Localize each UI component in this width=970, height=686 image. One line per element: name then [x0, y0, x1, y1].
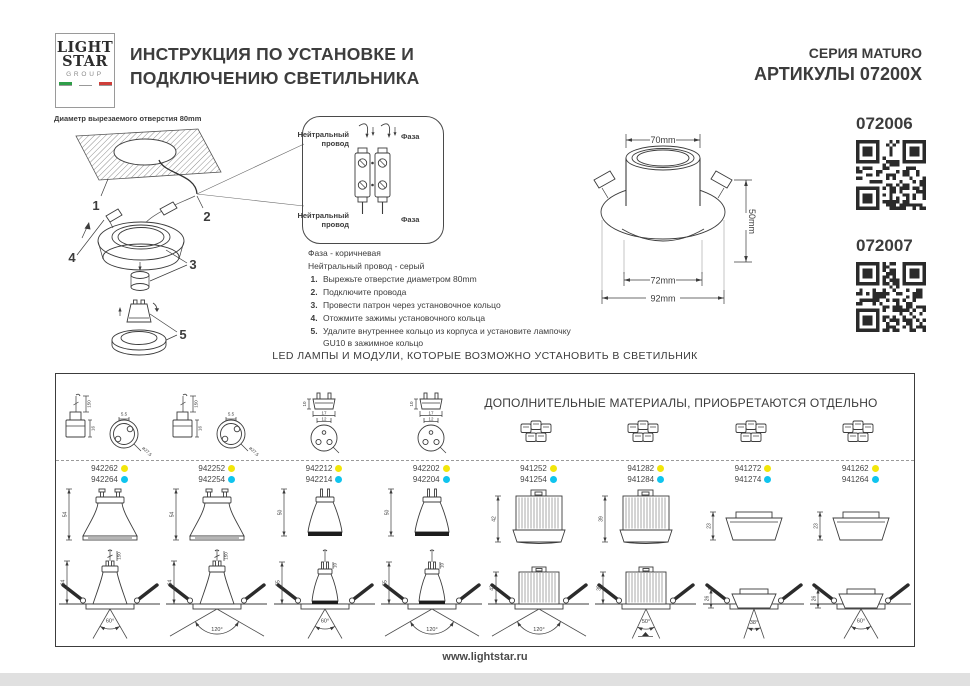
hole-diameter-label: Диаметр вырезаемого отверстия 80mm: [54, 114, 202, 123]
lamp-profile-drawing: [56, 486, 163, 548]
dim-outer: 92mm: [650, 293, 676, 304]
wiring-diagram: [297, 117, 443, 243]
article-code-blue: 941274: [734, 475, 762, 484]
installed-view-drawing: [378, 548, 485, 641]
svg-text:ø27.5: ø27.5: [248, 445, 261, 458]
lamp-profile-drawing: [592, 486, 699, 548]
logo-word-light: LIGHT: [56, 39, 114, 56]
wire-connector-icon: [592, 390, 699, 456]
instruction-step: 1. Вырежьте отверстие диаметром 80mm: [320, 274, 578, 286]
svg-text:12: 12: [428, 416, 434, 422]
article-codes: [271, 463, 378, 485]
wire-connector-icon: [700, 390, 807, 456]
articles-label: АРТИКУЛЫ 07200X: [754, 64, 922, 84]
svg-text:150: 150: [223, 552, 229, 560]
product-column: [592, 374, 699, 646]
page-title: [130, 42, 420, 90]
spring-clip: [160, 202, 177, 215]
installed-view-drawing: [485, 548, 592, 641]
svg-text:ø27.5: ø27.5: [141, 445, 153, 458]
dim-top: 70mm: [650, 135, 676, 145]
dim-label: 55: [382, 580, 389, 586]
logo-word-group: GROUP: [66, 71, 104, 78]
svg-text:провод: провод: [321, 139, 349, 148]
wire-connector-icon: [485, 390, 592, 456]
product-column: [56, 374, 163, 646]
color-dot-blue: [872, 476, 879, 483]
lamp-profile-drawing: [485, 486, 592, 548]
part-label-1: 1: [92, 198, 100, 213]
svg-text:10: 10: [408, 401, 414, 407]
instruction-step: 5. Удалите внутреннее кольцо из корпуса и установите лампочку GU10 в зажимное кольцо: [320, 326, 578, 349]
dim-label: 54: [169, 511, 176, 518]
lamp-profile-drawing: [700, 486, 807, 548]
article-code-blue: 942214: [305, 475, 333, 484]
instruction-step: 2. Подключите провода: [320, 287, 578, 299]
led-lamps-band-title: LED ЛАМПЫ И МОДУЛИ, КОТОРЫЕ ВОЗМОЖНО УСТАНОВИТЬ В СВЕТИЛЬНИК: [272, 350, 698, 362]
part-label-2: 2: [203, 209, 211, 224]
beam-angle-label: 120°: [211, 627, 223, 633]
installation-diagram: [46, 110, 316, 350]
dim-label: 23: [813, 523, 820, 529]
color-dot-yellow: [443, 465, 450, 472]
wiring-callout-box: [297, 116, 444, 244]
part-label-5: 5: [179, 327, 187, 342]
dim-label: 39: [598, 516, 605, 522]
part-label-4: 4: [68, 250, 76, 265]
fixture-dimensions-drawing: [558, 110, 790, 318]
neutral-wire-label: Нейтральный: [297, 130, 349, 139]
terminal-block: [355, 153, 370, 197]
dim-inner: 72mm: [650, 275, 676, 286]
article-code-yellow: 942202: [412, 464, 440, 473]
trim-ring: [112, 330, 166, 350]
page-title-line1: ИНСТРУКЦИЯ ПО УСТАНОВКЕ И: [130, 44, 414, 64]
article-number: 072006: [856, 114, 913, 133]
beam-angle-label: 60°: [105, 618, 115, 625]
svg-text:150: 150: [116, 552, 122, 560]
spring-clip: [106, 209, 122, 222]
product-column: [700, 374, 807, 646]
article-code-blue: 942204: [412, 475, 440, 484]
color-dot-blue: [657, 476, 664, 483]
footer-strip: [0, 673, 970, 686]
article-number: 072007: [856, 236, 913, 255]
dim-label: 64: [167, 579, 174, 586]
product-column: [807, 374, 914, 646]
article-codes: [592, 463, 699, 485]
logo-word-star: STAR: [62, 53, 108, 70]
dim-label: 42: [489, 585, 496, 591]
svg-text:5.5: 5.5: [120, 411, 128, 417]
beam-angle-label: 60°: [856, 618, 865, 625]
article-code-yellow: 941262: [841, 464, 869, 473]
color-dot-yellow: [121, 465, 128, 472]
svg-text:17: 17: [320, 410, 327, 416]
dim-label: 23: [706, 523, 712, 529]
svg-text:провод: провод: [321, 220, 349, 229]
qr-code: [856, 262, 926, 332]
svg-text:12: 12: [320, 416, 327, 422]
article-code-yellow: 942262: [91, 464, 118, 473]
article-codes: [807, 463, 914, 485]
color-dot-blue: [228, 476, 235, 483]
color-dot-blue: [121, 476, 128, 483]
product-column: [271, 374, 378, 646]
qr-code: [856, 140, 926, 210]
svg-text:10: 10: [439, 562, 445, 569]
lamp-profile-drawing: [807, 486, 914, 548]
italian-flag-icon: [56, 82, 114, 85]
installed-view-drawing: [56, 548, 163, 641]
phase-color-note: Фаза - коричневая: [308, 248, 381, 258]
additional-materials-title: ДОПОЛНИТЕЛЬНЫЕ МАТЕРИАЛЫ, ПРИОБРЕТАЮТСЯ ОТДЕЛЬНО: [484, 396, 878, 410]
footer-url: www.lightstar.ru: [442, 651, 528, 663]
article-codes: [700, 463, 807, 485]
article-code-yellow: 941252: [520, 464, 547, 473]
lampholder-gu10-icon: [56, 390, 163, 456]
svg-text:16: 16: [90, 425, 96, 432]
dim-label: 50: [384, 509, 391, 516]
svg-text:16: 16: [197, 425, 203, 432]
lamp-profile-drawing: [271, 486, 378, 548]
beam-angle-label: 38°: [749, 619, 758, 626]
phase-wire-label: Фаза: [401, 132, 420, 141]
color-dot-blue: [443, 476, 450, 483]
svg-text:Фаза: Фаза: [401, 215, 420, 224]
product-column: [378, 374, 485, 646]
part-label-3: 3: [189, 257, 197, 272]
color-dot-blue: [550, 476, 557, 483]
installed-view-drawing: [592, 548, 699, 641]
svg-text:150: 150: [86, 400, 92, 408]
compatible-lamps-box: [55, 373, 915, 647]
article-code-blue: 942254: [198, 475, 226, 484]
article-code-yellow: 942252: [198, 464, 226, 473]
article-code-yellow: 941282: [627, 464, 655, 473]
dim-label: 54: [62, 511, 69, 518]
article-codes: [378, 463, 485, 485]
lampholder-gu53-icon: [378, 390, 485, 456]
gu10-lamp: [127, 304, 151, 322]
color-dot-yellow: [872, 465, 879, 472]
series-label: СЕРИЯ MATURO: [808, 45, 922, 61]
svg-text:Нейтральный: Нейтральный: [297, 211, 349, 220]
color-dot-yellow: [657, 465, 664, 472]
lampholder-gu53-icon: [271, 390, 378, 456]
instruction-step: 4. Отожмите зажимы установочного кольца: [320, 313, 578, 325]
color-dot-blue: [335, 476, 342, 483]
product-column: [485, 374, 592, 646]
dim-label: 39: [596, 585, 603, 591]
beam-angle-label: 50°: [642, 619, 651, 626]
dim-label: 26: [811, 595, 818, 602]
article-code-blue: 941254: [520, 475, 547, 484]
installed-view-drawing: [700, 548, 807, 641]
page-title-line2: ПОДКЛЮЧЕНИЮ СВЕТИЛЬНИКА: [130, 68, 420, 88]
dim-label: 26: [704, 595, 710, 602]
svg-text:10: 10: [332, 562, 337, 569]
instruction-step: 3. Провести патрон через установочное кольцо: [320, 300, 578, 312]
dim-label: 55: [275, 580, 281, 586]
dim-label: 50: [277, 509, 283, 516]
beam-angle-label: 120°: [426, 627, 438, 633]
beam-angle-label: 120°: [533, 627, 545, 633]
article-codes: [485, 463, 592, 485]
dim-label: 64: [60, 579, 67, 586]
article-code-blue: 941264: [841, 475, 869, 484]
neutral-color-note: Нейтральный провод - серый: [308, 261, 425, 271]
installed-view-drawing: [271, 548, 378, 641]
svg-text:17: 17: [428, 410, 434, 416]
dim-height: 50mm: [747, 208, 757, 235]
color-dot-yellow: [550, 465, 557, 472]
installed-view-drawing: [163, 548, 270, 641]
color-dot-blue: [764, 476, 771, 483]
color-dot-yellow: [228, 465, 235, 472]
article-codes: [56, 463, 163, 485]
article-code-blue: 942264: [91, 475, 118, 484]
color-dot-yellow: [335, 465, 342, 472]
lamp-profile-drawing: [163, 486, 270, 548]
article-code-yellow: 942212: [305, 464, 333, 473]
svg-text:150: 150: [193, 400, 199, 408]
lamp-profile-drawing: [378, 486, 485, 548]
beam-angle-label: 60°: [320, 618, 329, 625]
lightstar-logo: [55, 33, 115, 108]
wire-color-notes: [308, 247, 424, 273]
product-columns: [56, 374, 914, 646]
lampholder-gu10-icon: [163, 390, 270, 456]
installation-steps: [306, 274, 578, 351]
article-code-yellow: 941272: [734, 464, 762, 473]
article-codes: [163, 463, 270, 485]
color-dot-yellow: [764, 465, 771, 472]
svg-text:10: 10: [301, 401, 307, 407]
svg-text:5.5: 5.5: [228, 411, 235, 417]
wire-connector-icon: [807, 390, 914, 456]
installed-view-drawing: [807, 548, 914, 641]
product-column: [163, 374, 270, 646]
article-code-blue: 941284: [627, 475, 655, 484]
dim-label: 42: [491, 516, 498, 522]
